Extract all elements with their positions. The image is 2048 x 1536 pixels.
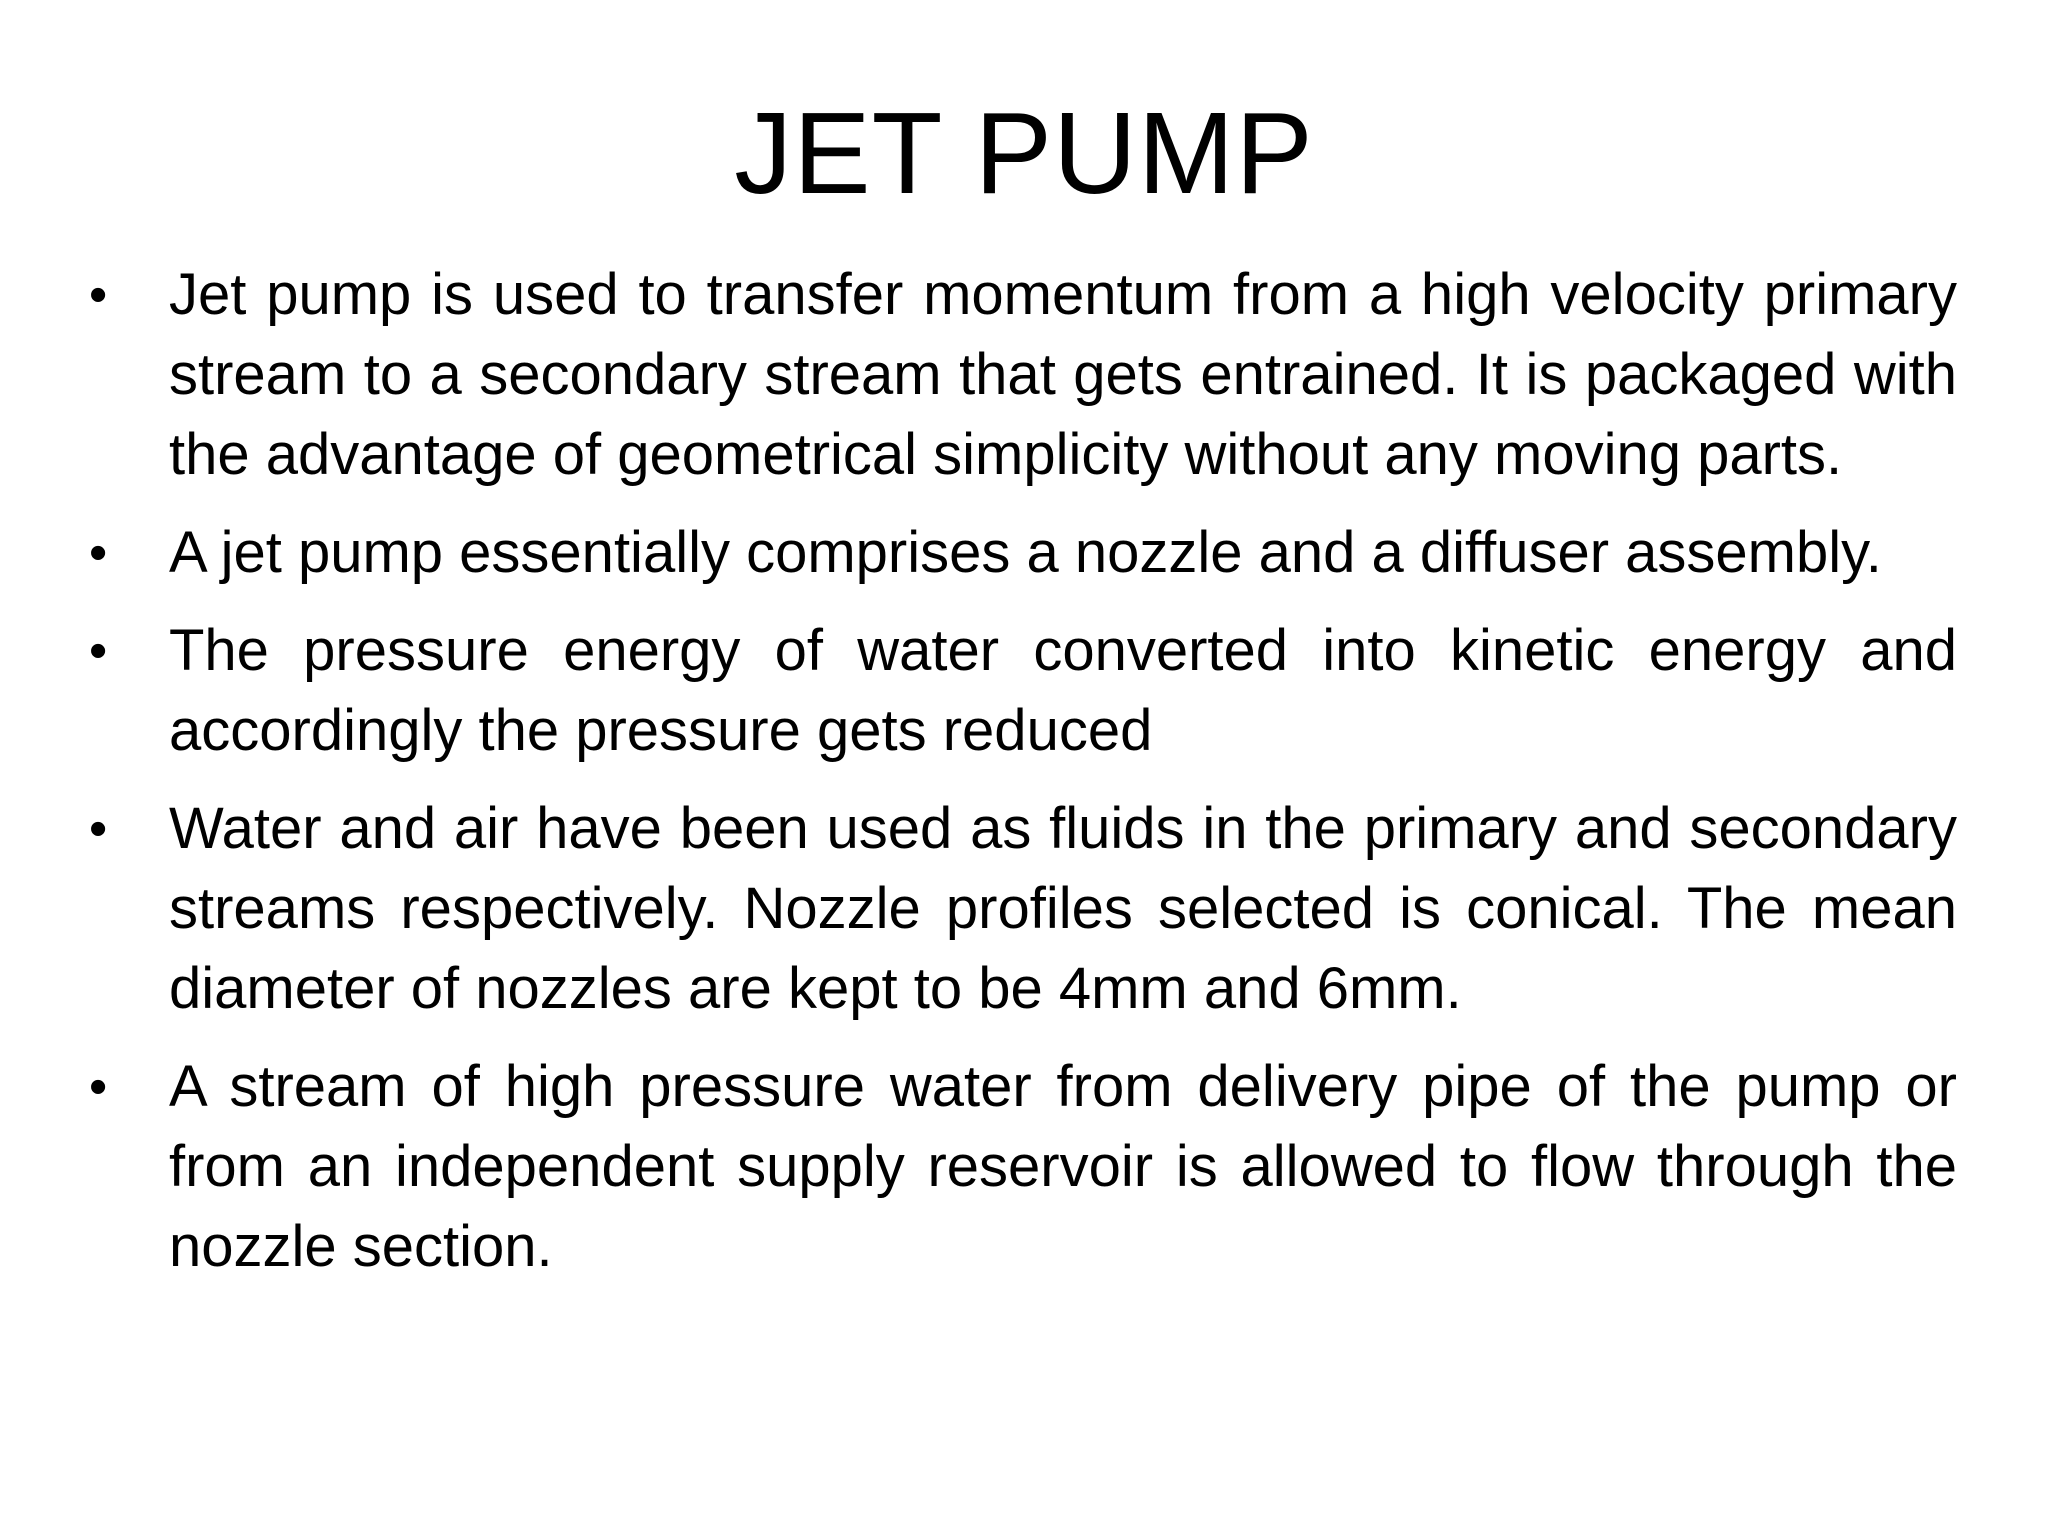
- bullet-text: A jet pump essentially comprises a nozzle and a diffuser assembly.: [169, 520, 1882, 585]
- bullet-dot-icon: •: [89, 622, 108, 680]
- bullet-item: [85, 1047, 1957, 1287]
- bullet-dot-icon: •: [89, 266, 108, 324]
- bullet-dot-icon: •: [89, 524, 108, 582]
- slide-title: JET PUMP: [734, 88, 1314, 218]
- bullet-list: [85, 255, 1957, 1305]
- bullet-item: [85, 789, 1957, 1029]
- bullet-dot-icon: •: [89, 800, 108, 858]
- bullet-item: [85, 611, 1957, 771]
- bullet-text: Water and air have been used as fluids in the primary and secondary streams respectively. Nozzle profiles selected is conical. The mean diameter of nozzles are kept to be 4mm and 6mm.: [169, 796, 1957, 1021]
- bullet-item: [85, 513, 1957, 593]
- bullet-text: A stream of high pressure water from delivery pipe of the pump or from an independent supply reservoir is allowed to flow through the nozzle section.: [169, 1054, 1957, 1279]
- bullet-text: The pressure energy of water converted into kinetic energy and accordingly the pressure gets reduced: [169, 618, 1957, 763]
- bullet-dot-icon: •: [89, 1058, 108, 1116]
- bullet-text: Jet pump is used to transfer momentum from a high velocity primary stream to a secondary stream that gets entrained. It is packaged with the advantage of geometrical simplicity without any moving parts.: [169, 262, 1957, 487]
- bullet-item: [85, 255, 1957, 495]
